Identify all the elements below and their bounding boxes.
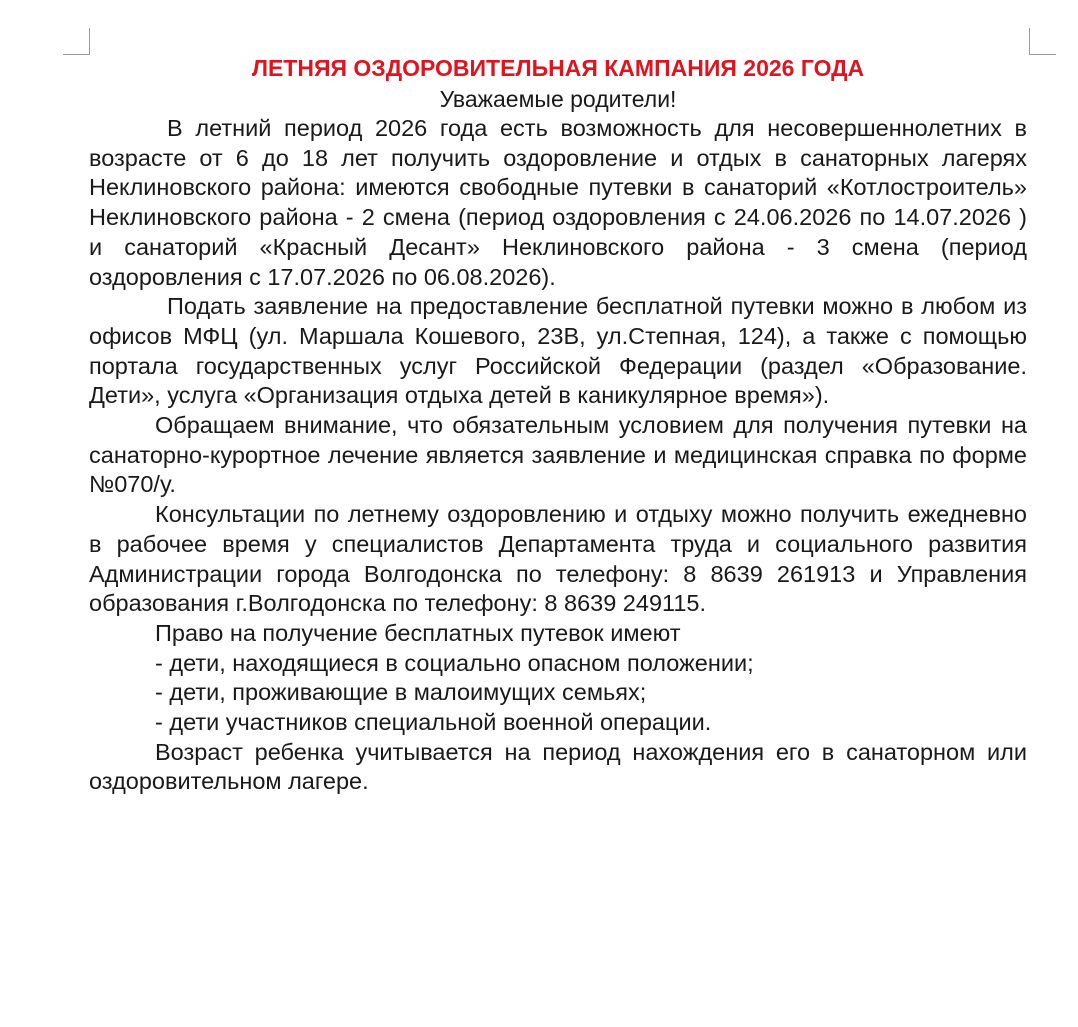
rights-item: - дети участников специальной военной операции. (155, 709, 712, 736)
paragraph-availability: В летний период 2026 года есть возможность для несовершеннолетних в возрасте от 6 до 18 лет получить оздоровление и отдых в санаторных лагерях Неклиновского района: имеются свободные путевки в санаторий «Котлостроитель» Неклиновского района - 2 смена (период оздоровления с 24.06.2026 по 14.07.2026 ) и санаторий «Красный Десант» Неклиновского района - 3 смена (период оздоровления с 17.07.2026 по 06.08.2026). (89, 115, 1027, 290)
paragraph-requirements: Обращаем внимание, что обязательным условием для получения путевки на санаторно-курортное лечение является заявление и медицинская справка по форме №070/у. (89, 412, 1027, 498)
document-title: ЛЕТНЯЯ ОЗДОРОВИТЕЛЬНАЯ КАМПАНИЯ 2026 ГОДА (251, 55, 865, 81)
document-page (89, 52, 1027, 797)
rights-item: - дети, проживающие в малоимущих семьях; (155, 679, 647, 706)
page-corner-mark-top-left (63, 28, 90, 55)
page-corner-mark-top-right (1029, 28, 1056, 55)
paragraph-closing: Возраст ребенка учитывается на период нахождения его в санаторном или оздоровительном лагере. (89, 738, 1027, 795)
greeting: Уважаемые родители! (439, 86, 677, 112)
paragraph-consultations: Консультации по летнему оздоровлению и отдыху можно получить ежедневно в рабочее время у специалистов Департамента труда и социального развития Администрации города Волгодонска по телефону: 8 8639 261913 и Управления образования г.Волгодонска по телефону: 8 8639 249115. (89, 501, 1027, 617)
paragraph-application: Подать заявление на предоставление бесплатной путевки можно в любом из офисов МФЦ (ул. Маршала Кошевого, 23В, ул.Степная, 124), а также с помощью портала государственных услуг Российской Федерации (раздел «Образование. Дети», услуга «Организация отдыха детей в каникулярное время»). (89, 293, 1027, 409)
rights-item: - дети, находящиеся в социально опасном положении; (155, 649, 754, 676)
rights-intro: Право на получение бесплатных путевок имеют (155, 619, 681, 646)
